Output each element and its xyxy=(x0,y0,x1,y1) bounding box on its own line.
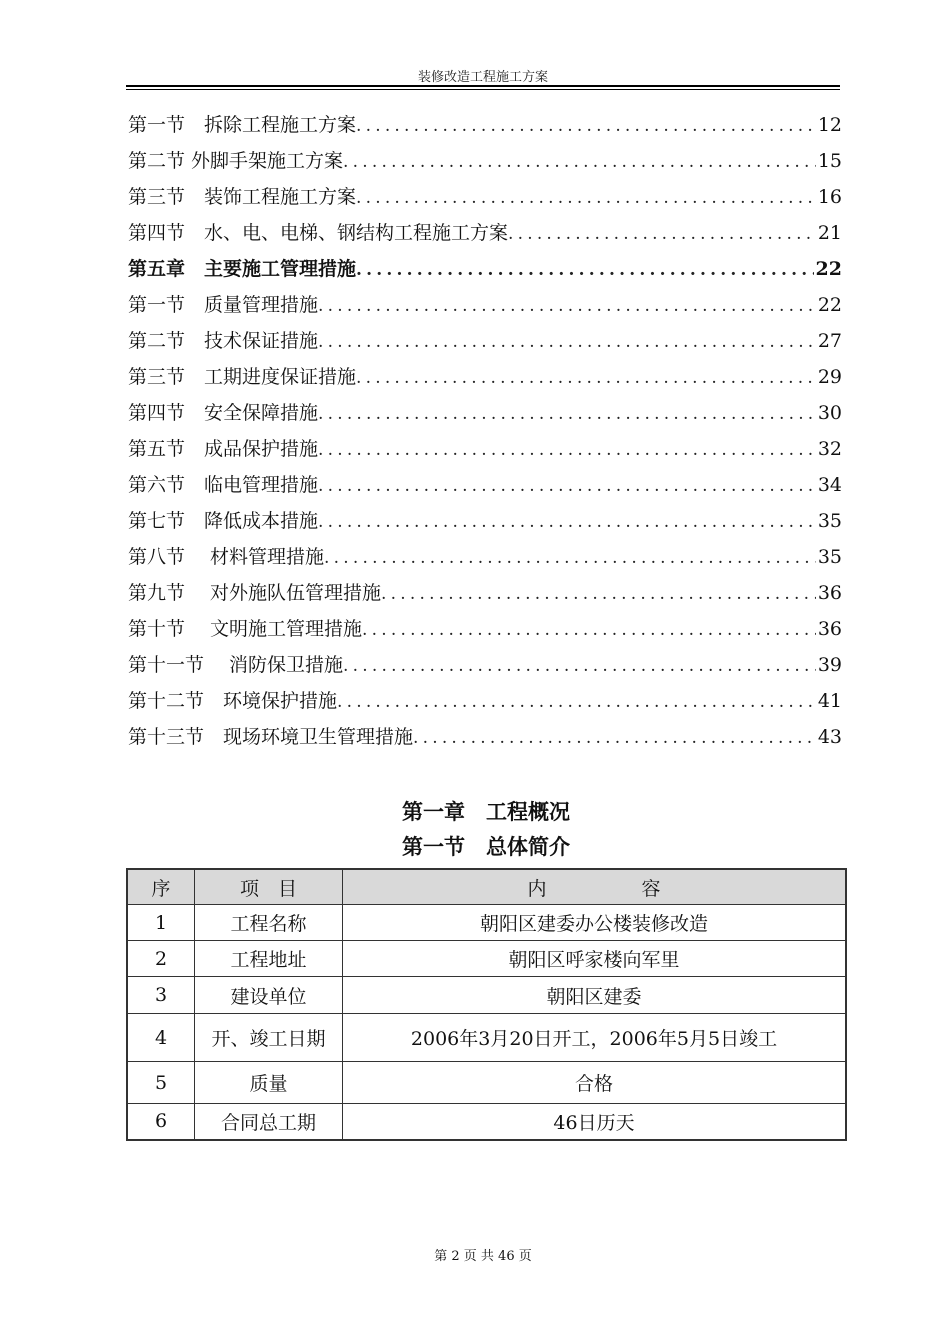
toc-entry[interactable]: 第十节 文明施工管理措施 ..... 36 xyxy=(128,611,842,647)
header-rule-thin xyxy=(126,89,840,90)
table-row: 2 工程地址 朝阳区呼家楼向军里 xyxy=(127,941,846,977)
table-row: 3 建设单位 朝阳区建委 xyxy=(127,977,846,1014)
table-row: 1 工程名称 朝阳区建委办公楼装修改造 xyxy=(127,905,846,941)
toc-entry[interactable]: 第一节 拆除工程施工方案 ..... 12 xyxy=(128,107,842,143)
toc-entry[interactable]: 第十二节 环境保护措施 ..... 41 xyxy=(128,683,842,719)
header-cell-index: 序 xyxy=(127,869,195,905)
chapter-title: 第一章 工程概况 xyxy=(402,800,570,824)
toc-entry[interactable]: 第四节 水、电、电梯、钢结构工程施工方案 ..... 21 xyxy=(128,215,842,251)
header-rule xyxy=(126,85,840,87)
header-cell-content: 内 容 xyxy=(343,869,847,905)
table-header-row xyxy=(127,869,846,905)
toc-entry[interactable]: 第八节 材料管理措施 ..... 35 xyxy=(128,539,842,575)
toc-entry[interactable]: 第四节 安全保障措施 ..... 30 xyxy=(128,395,842,431)
page-footer: 第 2 页 共 46 页 xyxy=(434,1249,532,1264)
toc-entry[interactable]: 第一节 质量管理措施 ..... 22 xyxy=(128,287,842,323)
table-of-contents xyxy=(128,107,842,755)
project-overview-table xyxy=(126,868,847,1141)
toc-entry[interactable]: 第九节 对外施队伍管理措施 ..... 36 xyxy=(128,575,842,611)
toc-entry[interactable]: 第六节 临电管理措施 ..... 34 xyxy=(128,467,842,503)
table-row: 6 合同总工期 46日历天 xyxy=(127,1104,846,1140)
header-cell-item: 项 目 xyxy=(195,869,343,905)
table-row: 4 开、竣工日期 2006年3月20日开工，2006年5月5日竣工 xyxy=(127,1014,846,1062)
toc-entry[interactable]: 第二节 外脚手架施工方案 ..... 15 xyxy=(128,143,842,179)
toc-entry[interactable]: 第三节 装饰工程施工方案 ..... 16 xyxy=(128,179,842,215)
section-title: 第一节 总体简介 xyxy=(402,835,570,859)
table-row: 5 质量 合格 xyxy=(127,1062,846,1104)
toc-entry[interactable]: 第七节 降低成本措施 ..... 35 xyxy=(128,503,842,539)
running-header: 装修改造工程施工方案 xyxy=(417,70,548,85)
toc-entry[interactable]: 第五节 成品保护措施 ..... 32 xyxy=(128,431,842,467)
toc-entry[interactable]: 第二节 技术保证措施 ..... 27 xyxy=(128,323,842,359)
toc-entry[interactable]: 第十三节 现场环境卫生管理措施 ..... 43 xyxy=(128,719,842,755)
toc-entry[interactable]: 第三节 工期进度保证措施 ..... 29 xyxy=(128,359,842,395)
toc-chapter-entry[interactable]: 第五章 主要施工管理措施 ..... 22 xyxy=(128,251,842,287)
toc-entry[interactable]: 第十一节 消防保卫措施 ..... 39 xyxy=(128,647,842,683)
